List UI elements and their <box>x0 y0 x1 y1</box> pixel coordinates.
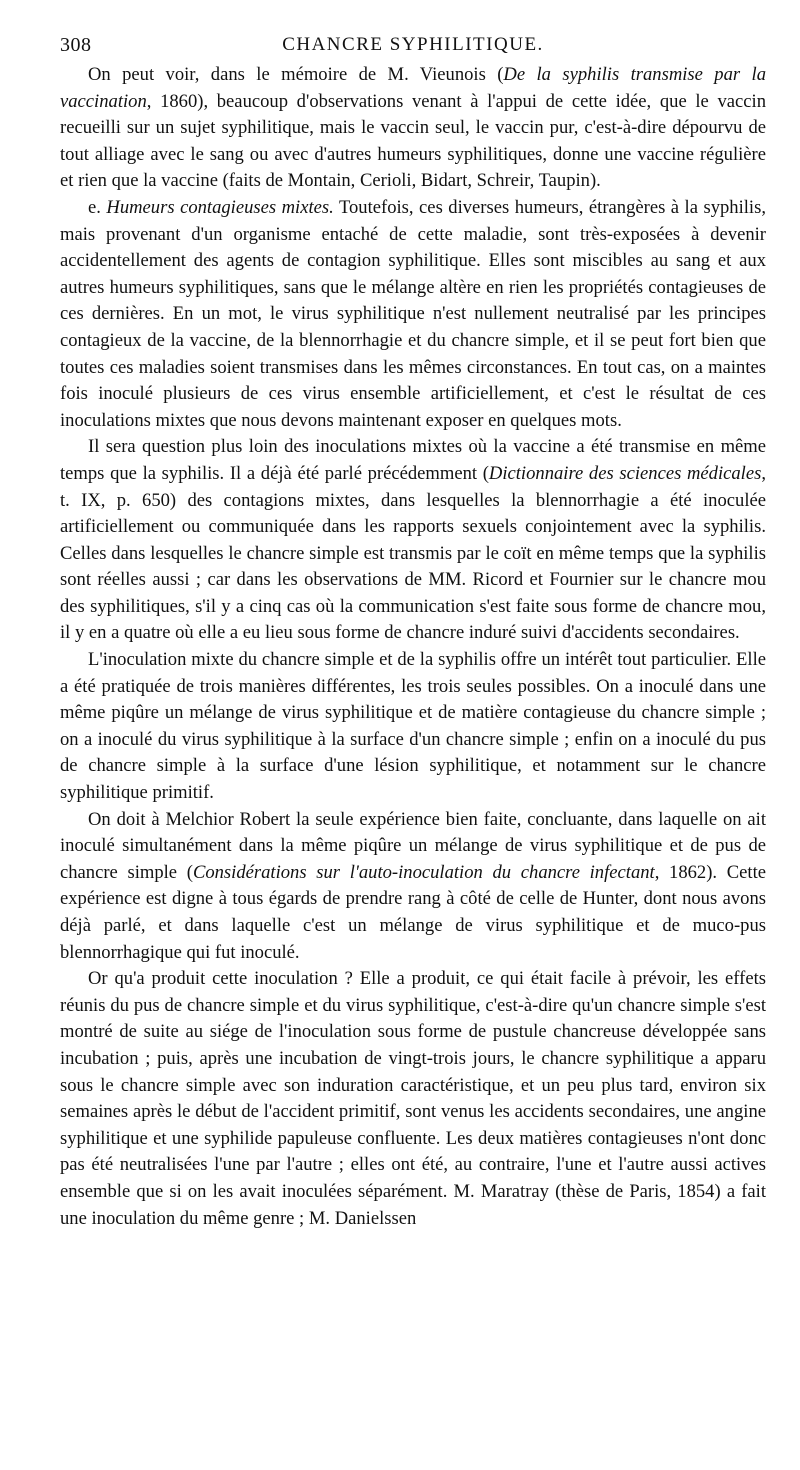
paragraph-text: Il sera question plus loin des inoculations mixtes où la vaccine a été transmise en même temps que la syphilis. Il a déjà été parlé précédemment ( <box>60 436 766 484</box>
citation-title: Dictionnaire des sciences médicales <box>488 462 762 484</box>
paragraph-text: L'inoculation mixte du chancre simple et de la syphilis offre un intérêt tout particulier. Elle a été pratiquée de trois manières différentes, les trois seules possibles. On a inoculé dans une même piqûre un mélange de virus syphilitique et de matière contagieuse du chancre simple ; on a inoculé du virus syphilitique à la surface d'un chancre simple ; enfin on a inoculé du pus de chancre simple à la surface d'une lésion syphilitique, et notamment sur le chancre syphilitique primitif. <box>60 649 766 804</box>
paragraph-text: , 1860), beaucoup d'observations venant à l'appui de cette idée, que le vaccin recueilli sur un sujet syphilitique, mais le vaccin seul, le vaccin pur, c'est-à-dire dépourvu de tout alliage avec le sang ou avec d'autres humeurs syphilitiques, donne une vaccine régulière et rien que la vaccine (faits de Montain, Cerioli, Bidart, Schreir, Taupin). <box>60 90 766 192</box>
section-heading: Humeurs contagieuses mixtes. <box>106 196 334 218</box>
page-header <box>60 28 766 62</box>
running-title: CHANCRE SYPHILITIQUE. <box>282 34 544 55</box>
citation-title: De la syphilis transmise par la vaccination <box>60 64 767 112</box>
paragraph-text: , 1862). Cette expérience est digne à tous égards de prendre rang à côté de celle de Hunter, dont nous avons déjà parlé, et dans laquelle c'est un mélange de virus syphilitique et de muco-pus blennorrhagique qui fut inoculé. <box>60 861 766 963</box>
paragraph-inoculation-results <box>60 966 766 1232</box>
paragraph-text: Or qu'a produit cette inoculation ? Elle a produit, ce qui était facile à prévoir, les effets réunis du pus de chancre simple et du virus syphilitique, c'est-à-dire qu'un chancre simple s'est montré de suite au siége de l'inoculation sous forme de pustule chancreuse développée sans incubation ; puis, après une incubation de vingt-trois jours, le chancre syphilitique a apparu sous le chancre simple avec son induration caractéristique, et un peu plus tard, environ six semaines après le début de l'accident primitif, sont venus les accidents secondaires, une angine syphilitique et une syphilide papuleuse confluente. Les deux matières contagieuses n'ont donc pas été neutralisées l'une par l'autre ; elles ont été, au contraire, l'une et l'autre aussi actives ensemble que si on les avait inoculées séparément. M. Maratray (thèse de Paris, 1854) a fait une inoculation du même genre ; M. Danielssen <box>60 968 766 1229</box>
paragraph-text: On peut voir, dans le mémoire de M. Vieunois ( <box>88 64 504 85</box>
paragraph-text: , t. IX, p. 650) des contagions mixtes, dans lesquelles la blennorrhagie a été inoculée artificiellement ou communiquée dans les rapports sexuels conjointement avec la syphilis. Celles dans lesquelles le chancre simple est transmis par le coït en même temps que la syphilis sont réelles aussi ; car dans les observations de MM. Ricord et Fournier sur le chancre mou des syphilitiques, s'il y a cinq cas où la communication s'est faite sous forme de chancre mou, il y en a quatre où elle a eu lieu sous forme de chancre induré suivi d'accidents secondaires. <box>60 462 766 644</box>
paragraph-text: On doit à Melchior Robert la seule expérience bien faite, concluante, dans laquelle on ait inoculé simultanément dans la même piqûre un mélange de virus syphilitique et de pus de chancre simple ( <box>60 808 766 883</box>
paragraph-mixed-contagions <box>60 434 766 647</box>
paragraph-vaccine-purity <box>60 62 766 195</box>
paragraph-mixed-inoculation <box>60 647 766 807</box>
paragraph-text: Toutefois, ces diverses humeurs, étrangères à la syphilis, mais provenant d'un organisme entaché de cette maladie, sont très-exposées à devenir accidentellement des agents de contagion syphilitique. Elles sont miscibles au sang et aux autres humeurs syphilitiques, sans que le mélange altère en rien les propriétés contagieuses de ces dernières. En un mot, le virus syphilitique n'est nullement neutralisé par les principes contagieux de la vaccine, de la blennorrhagie et du chancre simple, et il se peut fort bien que toutes ces maladies soient transmises dans les mêmes circonstances. En tout cas, on a maintes fois inoculé plusieurs de ces virus ensemble artificiellement, et c'est le résultat de ces inoculations mixtes que nous devons maintenant exposer en quelques mots. <box>60 196 766 431</box>
section-marker: e. <box>88 196 107 218</box>
page-number: 308 <box>60 34 92 56</box>
paragraph-melchior-robert <box>60 807 766 967</box>
paragraph-mixed-humors <box>60 195 766 434</box>
body-text <box>60 62 766 1232</box>
citation-title: Considérations sur l'auto-inoculation du chancre infectant <box>192 861 655 883</box>
